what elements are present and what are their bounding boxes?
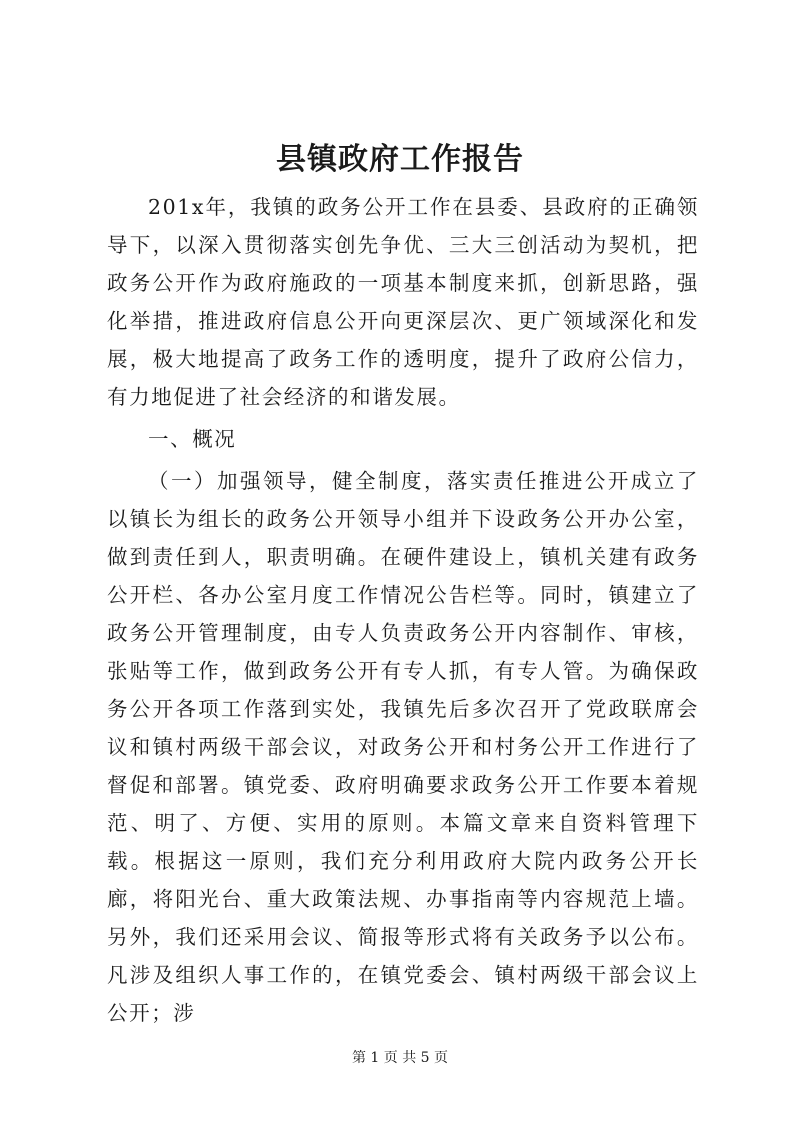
paragraph-intro: 201x年，我镇的政务公开工作在县委、县政府的正确领导下，以深入贯彻落实创先争优、三大三创活动为契机，把政务公开作为政府施政的一项基本制度来抓，创新思路，强化举措，推进政府信息公开向更深层次、更广领域深化和发展，极大地提高了政务工作的透明度，提升了政府公信力，有力地促进了社会经济的和谐发展。 (107, 195, 699, 409)
document-body (107, 188, 699, 1036)
section-heading-overview: 一、概况 (148, 427, 237, 451)
page-footer: 第 1 页 共 5 页 (351, 1050, 449, 1066)
document-title: 县镇政府工作报告 (276, 142, 524, 177)
paragraph-leadership: （一）加强领导，健全制度，落实责任推进公开成立了以镇长为组长的政务公开领导小组并下设政务公开办公室，做到责任到人，职责明确。在硬件建设上，镇机关建有政务公开栏、各办公室月度工作情况公告栏等。同时，镇建立了政务公开管理制度，由专人负责政务公开内容制作、审核，张贴等工作，做到政务公开有专人抓，有专人管。为确保政务公开各项工作落到实处，我镇先后多次召开了党政联席会议和镇村两级干部会议，对政务公开和村务公开工作进行了督促和部署。镇党委、政府明确要求政务公开工作要本着规范、明了、方便、实用的原则。本篇文章来自资料管理下载。根据这一原则，我们充分利用政府大院内政务公开长廊，将阳光台、重大政策法规、办事指南等内容规范上墙。另外，我们还采用会议、简报等形式将有关政务予以公布。凡涉及组织人事工作的，在镇党委会、镇村两级干部会议上公开；涉 (107, 469, 699, 1025)
